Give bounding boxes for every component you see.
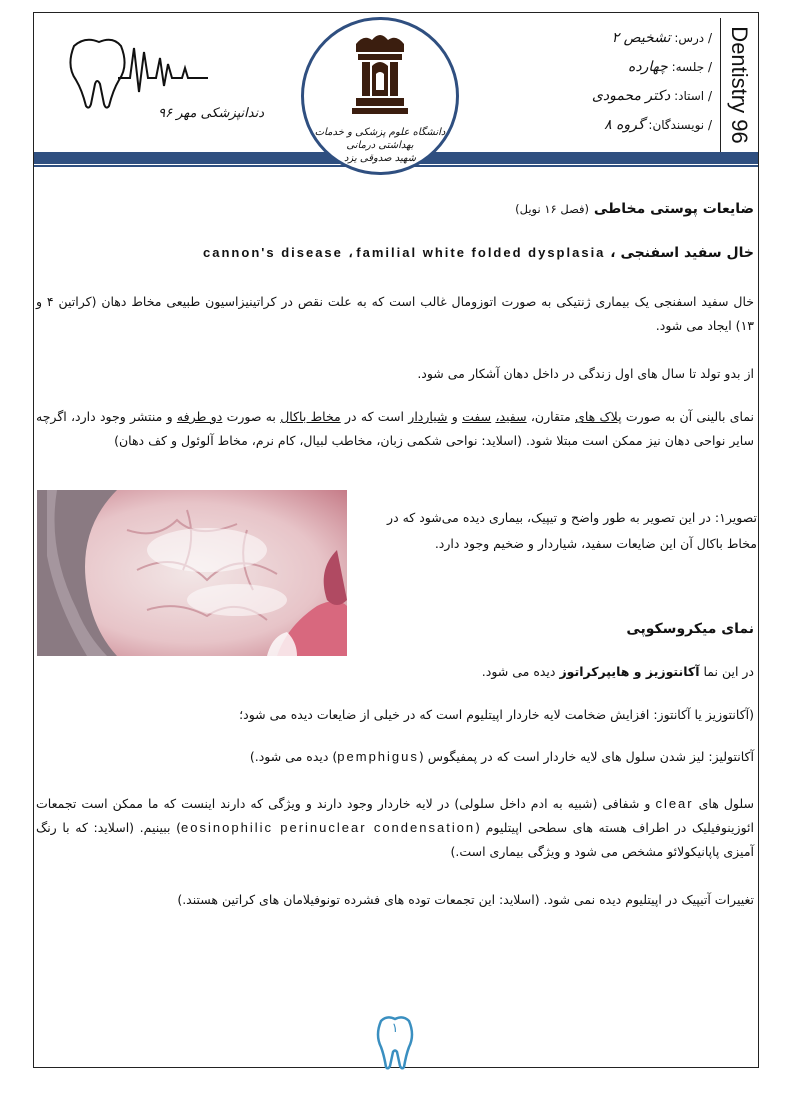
meta-session-value: چهارده bbox=[628, 59, 668, 75]
micro-term-acanthosis: آکانتوزیز و هایپرکراتوز bbox=[559, 664, 700, 679]
university-name bbox=[304, 126, 456, 165]
meta-authors-value: گروه ۸ bbox=[604, 117, 645, 133]
paragraph-acanthosis: (آکانتوزیز یا آکانتوز: افزایش ضخامت لایه خاردار اپیتلیوم است که در خیلی از ضایعات دیده می شود؛ bbox=[239, 707, 754, 722]
acantholysis-text-a: آکانتولیز: لیز شدن سلول های لایه خاردار است که در پمفیگوس ( bbox=[418, 749, 754, 764]
subheading-en: cannon's disease ، familial white folded dysplasia bbox=[203, 245, 606, 260]
page-title bbox=[54, 197, 754, 221]
meta-teacher bbox=[560, 82, 712, 111]
title-text: ضایعات پوستی مخاطی bbox=[593, 201, 754, 217]
clear-cells-text-b: و شفافی (شبیه به ادم داخل سلولی) در لایه خاردار وجود دارند و ویژگی که دارند اینست که ما ممکن است تجمعات ائوزینوفیلیک در اطراف هسته های سطحی اپیتلیوم ( bbox=[36, 796, 755, 835]
term-clear: clear bbox=[655, 796, 694, 811]
meta-lesson bbox=[560, 24, 712, 53]
meta-authors bbox=[560, 111, 712, 140]
paragraph-acantholysis bbox=[36, 745, 754, 769]
subheading-fa: خال سفید اسفنجی ، bbox=[610, 245, 754, 261]
class-logo-caption: دندانپزشکی مهر ۹۶ bbox=[158, 106, 264, 121]
title-note: (فصل ۱۶ نویل) bbox=[515, 202, 590, 216]
university-emblem-icon bbox=[304, 24, 456, 134]
course-code: Dentistry 96 bbox=[727, 26, 752, 144]
clinical-text-e: به صورت bbox=[226, 409, 276, 424]
clear-cells-text-a: سلول های bbox=[698, 796, 754, 811]
term-eosinophilic: eosinophilic perinuclear condensation bbox=[181, 820, 476, 835]
meta-lesson-value: تشخیص ۲ bbox=[611, 30, 671, 46]
university-seal bbox=[301, 17, 459, 175]
clinical-term-grooved: شیاردار bbox=[408, 409, 448, 424]
university-line2: شهید صدوقی یزد bbox=[343, 153, 417, 164]
clinical-term-bilateral: دو طرفه bbox=[176, 409, 223, 424]
paragraph-clinical bbox=[36, 405, 754, 453]
university-line1: دانشگاه علوم پزشکی و خدمات بهداشتی درمانی bbox=[314, 127, 446, 151]
clinical-text-c: و bbox=[451, 409, 458, 424]
clinical-text-f: و منتشر وجود دارد، اگرچه سایر نواحی دهان نیز ممکن است مبتلا شود. (اسلاید: نواحی شکمی زبان، مخاطب لبیال، کام نرم، مخاط آلوئول و کف دهان) bbox=[36, 409, 754, 448]
term-pemphigus: pemphigus bbox=[337, 749, 419, 764]
section-microscopic-title: نمای میکروسکوپی bbox=[626, 621, 754, 637]
clinical-term-plaque: پلاک های bbox=[575, 409, 622, 424]
meta-session bbox=[560, 53, 712, 82]
acantholysis-text-b: ) دیده می شود.) bbox=[249, 749, 338, 764]
clinical-text-d: است که در bbox=[345, 409, 405, 424]
page-number-badge bbox=[375, 1015, 415, 1070]
clinical-text-a: نمای بالینی آن به صورت bbox=[625, 409, 755, 424]
meta-lesson-label: / درس: bbox=[674, 31, 712, 45]
meta-session-label: / جلسه: bbox=[671, 60, 712, 74]
paragraph-definition: خال سفید اسفنجی یک بیماری ژنتیکی به صورت اتوزومال غالب است که به علت نقص در کراتینیزاسیون طبیعی مخاط دهان (کراتین ۴ و ۱۳) ایجاد می شود. bbox=[36, 294, 754, 333]
clear-cells-text-c: ) ببینیم. (اسلاید: که با رنگ آمیزی پاپانیکولائو مشخص می شود و ویژگی بیماری است.) bbox=[36, 820, 754, 859]
clinical-term-firm: سفت bbox=[462, 409, 492, 424]
paragraph-microscopic bbox=[36, 660, 754, 684]
tooth-heartbeat-icon bbox=[60, 30, 240, 110]
clinical-term-white: سفید، bbox=[495, 409, 527, 424]
class-logo bbox=[60, 30, 264, 130]
meta-authors-label: / نویسندگان: bbox=[648, 118, 712, 132]
meta-teacher-value: دکتر محمودی bbox=[591, 88, 671, 104]
micro-text-a: در این نما bbox=[703, 664, 754, 679]
paragraph-atypia: تغییرات آتیپیک در اپیتلیوم دیده نمی شود. (اسلاید: این تجمعات توده های فشرده تونوفیلامان های کراتین هستند.) bbox=[177, 892, 754, 907]
lecture-meta bbox=[560, 24, 712, 140]
subheading bbox=[54, 241, 754, 265]
course-code-box bbox=[720, 18, 757, 152]
paragraph-onset: از بدو تولد تا سال های اول زندگی در داخل دهان آشکار می شود. bbox=[417, 366, 754, 381]
micro-text-b: دیده می شود. bbox=[481, 664, 556, 679]
clinical-term-buccal: مخاط باکال bbox=[280, 409, 341, 424]
clinical-text-b: متقارن، bbox=[530, 409, 571, 424]
photo-caption: تصویر۱: در این تصویر به طور واضح و تیپیک، بیماری دیده می‌شود که در مخاط باکال آن این ضایعات سفید، شیاردار و ضخیم وجود دارد. bbox=[387, 510, 757, 551]
page-number: ۱ bbox=[391, 1021, 399, 1036]
paragraph-clear-cells bbox=[36, 792, 754, 864]
meta-teacher-label: / استاد: bbox=[674, 89, 712, 103]
